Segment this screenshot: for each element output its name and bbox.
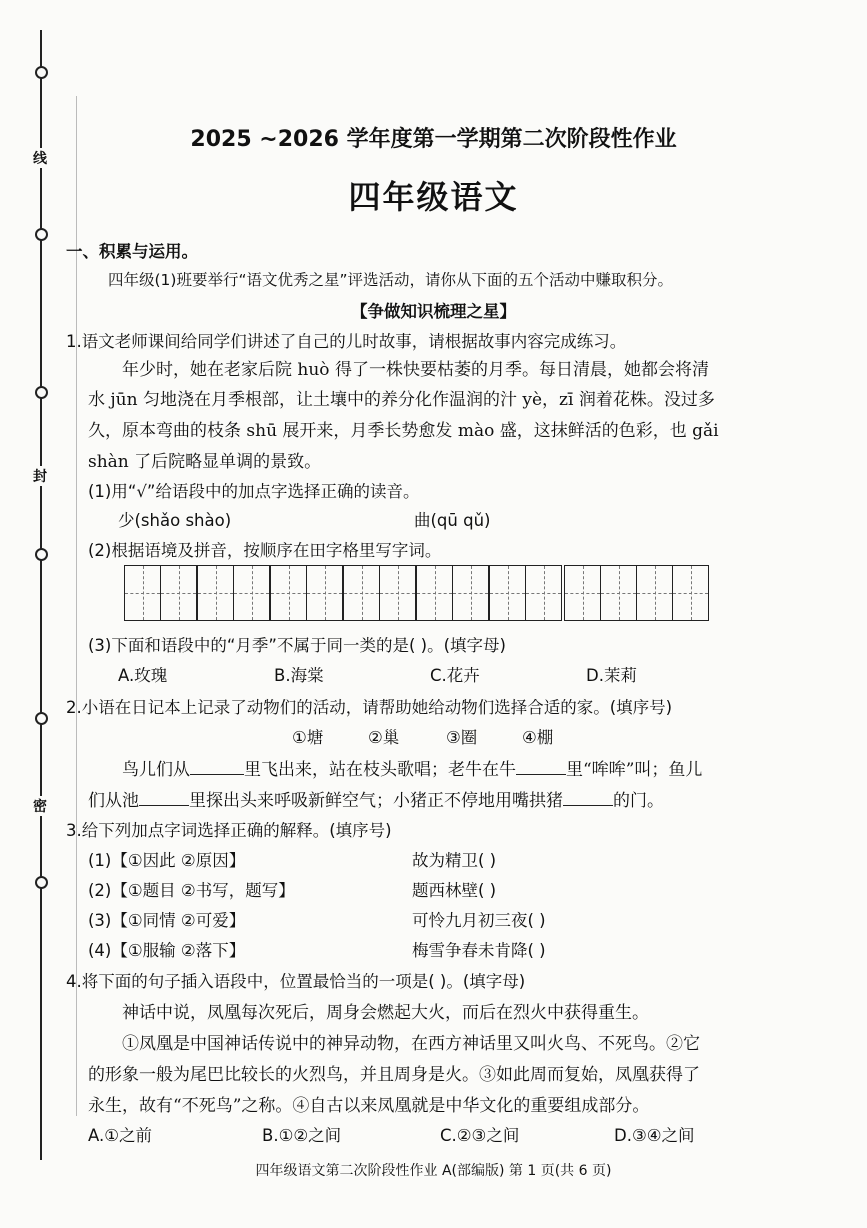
page-footer: 四年级语文第二次阶段性作业 A(部编版) 第 1 页(共 6 页): [255, 1163, 612, 1179]
q2-choice: ④棚: [522, 728, 554, 747]
star-heading: 【争做知识梳理之星】: [351, 302, 516, 321]
q1-sub2: (2)根据语境及拼音，按顺序在田字格里写字词。: [88, 541, 442, 560]
margin-char-mi: 密: [33, 796, 47, 816]
writing-grid[interactable]: [124, 565, 197, 621]
writing-grid[interactable]: [416, 565, 489, 621]
binding-hole: [35, 548, 48, 561]
binding-hole: [35, 66, 48, 79]
section-intro: 四年级(1)班要举行“语文优秀之星”评选活动，请你从下面的五个活动中赚取积分。: [108, 271, 674, 289]
q2-text: 里探出头来呼吸新鲜空气；小猪正不停地用嘴拱猪: [189, 791, 563, 811]
answer-blank[interactable]: [516, 774, 566, 775]
margin-char-xian: 线: [33, 148, 47, 168]
q1-sub1: (1)用“√”给语段中的加点字选择正确的读音。: [88, 482, 420, 501]
q1-option-d: D.茉莉: [586, 666, 637, 685]
q2-line1: [88, 755, 702, 780]
q1-sub1-option-a: 少(shǎo shào): [118, 511, 232, 530]
q3-row-left: (1)【①因此 ②原因】: [88, 851, 246, 870]
q2-text: 里飞出来，站在枝头歌唱；老牛在牛: [244, 760, 516, 780]
q4-sentence: 神话中说，凤凰每次死后，周身会燃起大火，而后在烈火中获得重生。: [122, 1003, 649, 1023]
exam-title: 2025 ~2026 学年度第一学期第二次阶段性作业: [190, 127, 677, 152]
margin-char-feng: 封: [33, 466, 47, 486]
q2-text: 们从池: [88, 791, 139, 811]
q4-passage-line: ①凤凰是中国神话传说中的神异动物，在西方神话里又叫火鸟、不死鸟。②它: [122, 1034, 700, 1054]
q2-stem: 2.小语在日记本上记录了动物们的活动，请帮助她给动物们选择合适的家。(填序号): [66, 698, 673, 717]
writing-grid[interactable]: [197, 565, 270, 621]
q1-option-a: A.玫瑰: [118, 666, 168, 685]
q1-sub1-option-b: 曲(qū qǔ): [414, 511, 491, 530]
writing-grid[interactable]: [564, 565, 709, 621]
q4-stem: 4.将下面的句子插入语段中，位置最恰当的一项是( )。(填字母): [66, 972, 526, 991]
q2-line2: [88, 786, 664, 811]
answer-blank[interactable]: [563, 805, 613, 806]
q4-option-d: D.③④之间: [614, 1126, 695, 1145]
q1-sub3: (3)下面和语段中的“月季”不属于同一类的是( )。(填字母): [88, 636, 506, 655]
writing-grid[interactable]: [489, 565, 562, 621]
binding-hole: [35, 386, 48, 399]
q4-passage-line: 的形象一般为尾巴比较长的火烈鸟，并且周身是火。③如此周而复始，凤凰获得了: [88, 1065, 700, 1085]
q1-option-b: B.海棠: [274, 666, 324, 685]
q2-text: 鸟儿们从: [122, 760, 190, 780]
q1-stem: 1.语文老师课间给同学们讲述了自己的儿时故事，请根据故事内容完成练习。: [66, 332, 627, 351]
q1-passage-line: 水 jūn 匀地浇在月季根部，让土壤中的养分化作温润的汁 yè，zī 润着花株。没过多: [88, 390, 715, 410]
q1-passage-line: 久，原本弯曲的枝条 shū 展开来，月季长势愈发 mào 盛，这抹鲜活的色彩，也 gǎi: [88, 421, 719, 441]
section-heading: 一、积累与运用。: [66, 242, 198, 261]
q3-row-right: 梅雪争春未肯降( ): [412, 941, 546, 960]
binding-hole: [35, 712, 48, 725]
q1-passage-line: 年少时，她在老家后院 huò 得了一株快要枯萎的月季。每日清晨，她都会将清: [122, 360, 709, 380]
q4-option-c: C.②③之间: [440, 1126, 520, 1145]
q1-option-c: C.花卉: [430, 666, 480, 685]
q3-row-left: (3)【①同情 ②可爱】: [88, 911, 246, 930]
answer-blank[interactable]: [190, 774, 244, 775]
q4-option-a: A.①之前: [88, 1126, 153, 1145]
binding-hole: [35, 228, 48, 241]
q2-text: 里“哞哞”叫；鱼儿: [566, 760, 703, 780]
q2-text: 的门。: [613, 791, 664, 811]
q3-stem: 3.给下列加点字词选择正确的解释。(填序号): [66, 821, 392, 840]
q3-row-right: 题西林壁( ): [412, 881, 497, 900]
writing-grid[interactable]: [270, 565, 343, 621]
q4-option-b: B.①②之间: [262, 1126, 342, 1145]
q2-choice: ①塘: [292, 728, 324, 747]
q2-choice: ②巢: [368, 728, 400, 747]
answer-blank[interactable]: [139, 805, 189, 806]
subject-title: 四年级语文: [348, 178, 519, 216]
q4-passage-line: 永生，故有“不死鸟”之称。④自古以来凤凰就是中华文化的重要组成部分。: [88, 1096, 650, 1116]
q1-passage-line: shàn 了后院略显单调的景致。: [88, 452, 322, 472]
q2-choice: ③圈: [446, 728, 478, 747]
writing-grid[interactable]: [343, 565, 416, 621]
q3-row-left: (4)【①服输 ②落下】: [88, 941, 246, 960]
q3-row-left: (2)【①题目 ②书写，题写】: [88, 881, 295, 900]
q3-row-right: 可怜九月初三夜( ): [412, 911, 546, 930]
binding-hole: [35, 876, 48, 889]
q3-row-right: 故为精卫( ): [412, 851, 497, 870]
